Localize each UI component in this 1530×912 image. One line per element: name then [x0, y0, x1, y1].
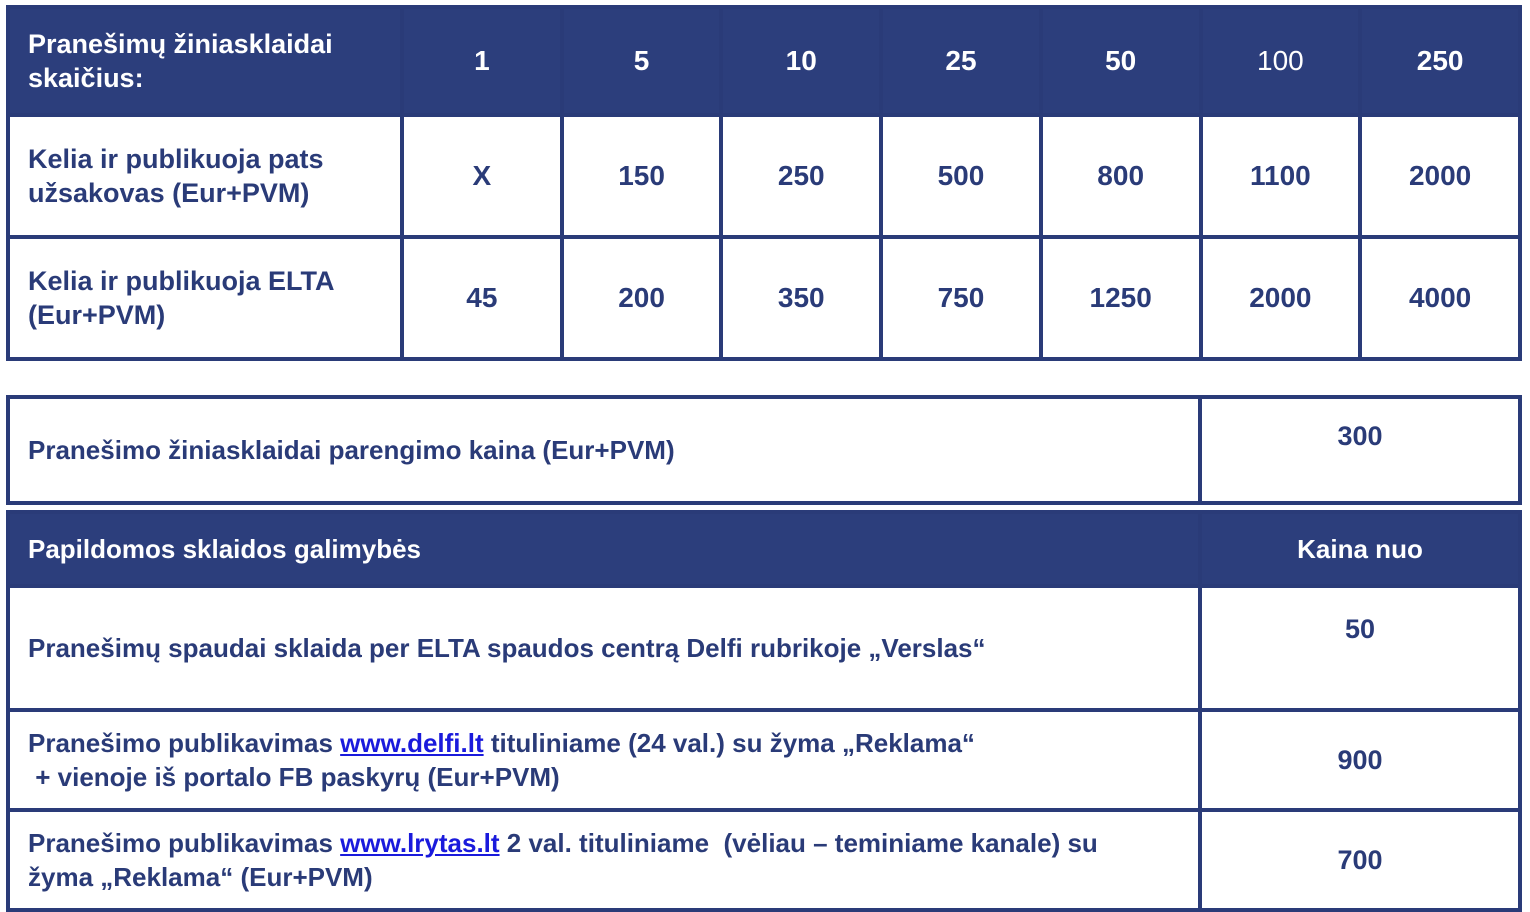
extras-row-price: 900	[1200, 710, 1520, 810]
price-cell: 150	[562, 115, 722, 237]
extras-row-text: Pranešimų spaudai sklaida per ELTA spaudos centrą Delfi rubrikoje „Verslas“	[8, 586, 1200, 710]
price-cell: 2000	[1360, 115, 1520, 237]
table-row	[8, 397, 1520, 503]
price-cell: X	[402, 115, 562, 237]
row-prefix: Pranešimo publikavimas	[28, 728, 341, 758]
header-label: Pranešimų žiniasklaidai skaičius:	[8, 7, 402, 115]
extras-table-header	[8, 512, 1520, 586]
table-row	[8, 810, 1520, 910]
table-row	[8, 586, 1520, 710]
count-1: 1	[402, 7, 562, 115]
row-line2: žyma „Reklama“ (Eur+PVM)	[28, 862, 373, 892]
table-row	[8, 237, 1520, 359]
pricing-table-header	[8, 7, 1520, 115]
preparation-table	[6, 395, 1522, 505]
price-cell: 500	[881, 115, 1041, 237]
row-label: Kelia ir publikuoja pats užsakovas (Eur+PVM)	[8, 115, 402, 237]
lrytas-link[interactable]: www.lrytas.lt	[340, 828, 500, 858]
row-prefix: Pranešimo publikavimas	[28, 828, 341, 858]
pricing-table	[6, 5, 1522, 361]
price-cell: 2000	[1201, 237, 1361, 359]
row-line2: + vienoje iš portalo FB paskyrų (Eur+PVM)	[28, 762, 560, 792]
row-label: Kelia ir publikuoja ELTA (Eur+PVM)	[8, 237, 402, 359]
table-row	[8, 115, 1520, 237]
count-25: 25	[881, 7, 1041, 115]
preparation-label: Pranešimo žiniasklaidai parengimo kaina (Eur+PVM)	[8, 397, 1200, 503]
extras-table	[6, 510, 1522, 912]
row-suffix: tituliniame (24 val.) su žyma „Reklama“	[483, 728, 975, 758]
price-cell: 250	[721, 115, 881, 237]
count-250: 250	[1360, 7, 1520, 115]
preparation-price: 300	[1200, 397, 1520, 503]
count-10: 10	[721, 7, 881, 115]
price-cell: 1100	[1201, 115, 1361, 237]
table-row	[8, 710, 1520, 810]
price-cell: 350	[721, 237, 881, 359]
extras-header-price: Kaina nuo	[1200, 512, 1520, 586]
price-cell: 750	[881, 237, 1041, 359]
extras-row-price: 700	[1200, 810, 1520, 910]
count-100: 100	[1201, 7, 1361, 115]
extras-row-price: 50	[1200, 586, 1520, 710]
extras-row-text	[8, 810, 1200, 910]
price-cell: 800	[1041, 115, 1201, 237]
price-cell: 1250	[1041, 237, 1201, 359]
count-5: 5	[562, 7, 722, 115]
price-cell: 4000	[1360, 237, 1520, 359]
count-50: 50	[1041, 7, 1201, 115]
extras-row-text	[8, 710, 1200, 810]
price-cell: 45	[402, 237, 562, 359]
price-cell: 200	[562, 237, 722, 359]
delfi-link[interactable]: www.delfi.lt	[340, 728, 484, 758]
extras-header-label: Papildomos sklaidos galimybės	[8, 512, 1200, 586]
row-suffix: 2 val. tituliniame (vėliau – teminiame kanale) su	[499, 828, 1098, 858]
